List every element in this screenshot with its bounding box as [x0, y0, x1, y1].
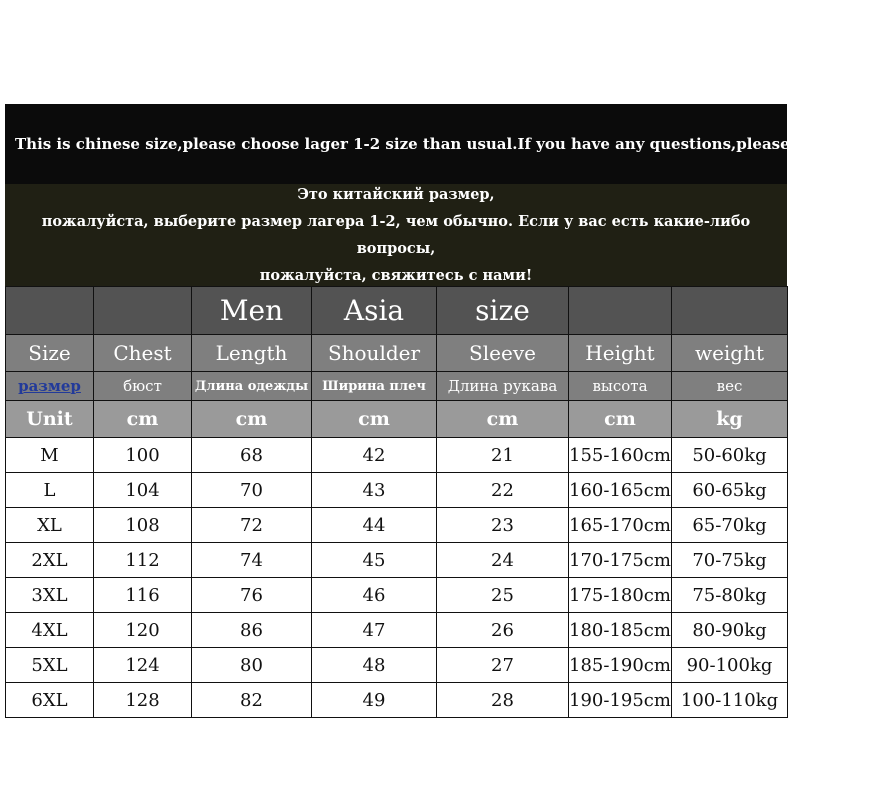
- cell-height: 185-190cm: [569, 648, 672, 683]
- cell-sleeve: 24: [437, 543, 569, 578]
- table-row: [6, 508, 788, 543]
- cell-size: 4XL: [6, 613, 94, 648]
- title-word-asia: Asia: [312, 287, 437, 335]
- header-ru-length: Длина одежды: [192, 372, 312, 401]
- unit-sleeve: cm: [437, 401, 569, 438]
- cell-weight: 65-70kg: [672, 508, 788, 543]
- unit-chest: cm: [94, 401, 192, 438]
- cell-shoulder: 44: [312, 508, 437, 543]
- title-cell-empty: [94, 287, 192, 335]
- unit-weight: kg: [672, 401, 788, 438]
- header-ru-sleeve: Длина рукава: [437, 372, 569, 401]
- size-chart-table: [5, 286, 788, 718]
- table-row: [6, 578, 788, 613]
- table-title-row: [6, 287, 788, 335]
- cell-size: 6XL: [6, 683, 94, 718]
- cell-length: 86: [192, 613, 312, 648]
- cell-chest: 108: [94, 508, 192, 543]
- header-chest: Chest: [94, 335, 192, 372]
- header-shoulder: Shoulder: [312, 335, 437, 372]
- cell-sleeve: 27: [437, 648, 569, 683]
- header-weight: weight: [672, 335, 788, 372]
- cell-size: L: [6, 473, 94, 508]
- title-cell-empty: [672, 287, 788, 335]
- cell-weight: 75-80kg: [672, 578, 788, 613]
- cell-chest: 120: [94, 613, 192, 648]
- cell-sleeve: 21: [437, 438, 569, 473]
- cell-sleeve: 25: [437, 578, 569, 613]
- russian-notice-line-2: пожалуйста, выберите размер лагера 1-2, чем обычно. Если у вас есть какие-либо вопросы,: [41, 213, 751, 257]
- cell-shoulder: 42: [312, 438, 437, 473]
- cell-height: 155-160cm: [569, 438, 672, 473]
- cell-length: 68: [192, 438, 312, 473]
- header-sleeve: Sleeve: [437, 335, 569, 372]
- cell-length: 74: [192, 543, 312, 578]
- cell-height: 165-170cm: [569, 508, 672, 543]
- table-row: [6, 438, 788, 473]
- cell-chest: 104: [94, 473, 192, 508]
- russian-notice-banner: [5, 184, 787, 286]
- header-ru-chest: бюст: [94, 372, 192, 401]
- cell-shoulder: 45: [312, 543, 437, 578]
- cell-size: M: [6, 438, 94, 473]
- cell-chest: 116: [94, 578, 192, 613]
- header-ru-height: высота: [569, 372, 672, 401]
- cell-chest: 100: [94, 438, 192, 473]
- cell-shoulder: 48: [312, 648, 437, 683]
- title-cell-empty: [569, 287, 672, 335]
- russian-notice-line-3: пожалуйста, свяжитесь с нами!: [259, 267, 533, 284]
- table-row: [6, 543, 788, 578]
- table-row: [6, 683, 788, 718]
- title-word-men: Men: [192, 287, 312, 335]
- table-row: [6, 648, 788, 683]
- cell-length: 70: [192, 473, 312, 508]
- cell-sleeve: 26: [437, 613, 569, 648]
- cell-sleeve: 28: [437, 683, 569, 718]
- cell-weight: 60-65kg: [672, 473, 788, 508]
- cell-size: 5XL: [6, 648, 94, 683]
- unit-length: cm: [192, 401, 312, 438]
- header-size: Size: [6, 335, 94, 372]
- cell-height: 180-185cm: [569, 613, 672, 648]
- cell-chest: 128: [94, 683, 192, 718]
- cell-sleeve: 22: [437, 473, 569, 508]
- cell-weight: 90-100kg: [672, 648, 788, 683]
- cell-height: 170-175cm: [569, 543, 672, 578]
- cell-length: 80: [192, 648, 312, 683]
- cell-length: 82: [192, 683, 312, 718]
- cell-shoulder: 46: [312, 578, 437, 613]
- table-row: [6, 613, 788, 648]
- cell-weight: 80-90kg: [672, 613, 788, 648]
- russian-header-row: [6, 372, 788, 401]
- header-ru-shoulder: Ширина плеч: [312, 372, 437, 401]
- unit-height: cm: [569, 401, 672, 438]
- cell-weight: 70-75kg: [672, 543, 788, 578]
- unit-label: Unit: [6, 401, 94, 438]
- header-length: Length: [192, 335, 312, 372]
- unit-shoulder: cm: [312, 401, 437, 438]
- cell-sleeve: 23: [437, 508, 569, 543]
- cell-size: 2XL: [6, 543, 94, 578]
- cell-height: 175-180cm: [569, 578, 672, 613]
- table-row: [6, 473, 788, 508]
- cell-weight: 100-110kg: [672, 683, 788, 718]
- cell-size: XL: [6, 508, 94, 543]
- title-cell-empty: [6, 287, 94, 335]
- cell-weight: 50-60kg: [672, 438, 788, 473]
- cell-length: 72: [192, 508, 312, 543]
- header-height: Height: [569, 335, 672, 372]
- cell-chest: 124: [94, 648, 192, 683]
- header-row: [6, 335, 788, 372]
- english-notice-banner: [5, 104, 889, 184]
- cell-shoulder: 43: [312, 473, 437, 508]
- cell-length: 76: [192, 578, 312, 613]
- cell-shoulder: 49: [312, 683, 437, 718]
- cell-shoulder: 47: [312, 613, 437, 648]
- russian-notice-line-1: Это китайский размер,: [297, 186, 495, 203]
- header-ru-weight: вес: [672, 372, 788, 401]
- cell-size: 3XL: [6, 578, 94, 613]
- cell-chest: 112: [94, 543, 192, 578]
- header-ru-size: размер: [6, 372, 94, 401]
- title-word-size: size: [437, 287, 569, 335]
- english-notice-text: This is chinese size,please choose lager 1-2 size than usual.If you have any questions,please contact us!: [15, 135, 889, 153]
- cell-height: 160-165cm: [569, 473, 672, 508]
- cell-height: 190-195cm: [569, 683, 672, 718]
- unit-row: [6, 401, 788, 438]
